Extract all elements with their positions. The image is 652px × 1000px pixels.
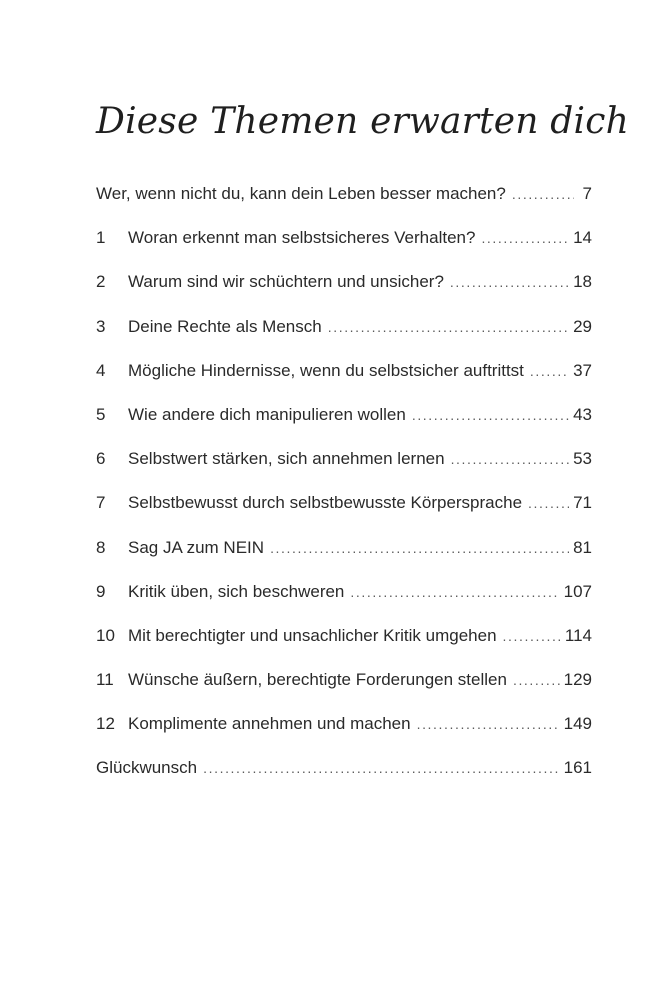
- toc-page-number: 7: [582, 184, 592, 203]
- toc-entry-title: Woran erkennt man selbstsicheres Verhalten?: [128, 228, 476, 248]
- toc-chapter-number: 2: [96, 272, 106, 292]
- toc-leader-dots: [512, 179, 574, 209]
- toc-chapter-number: 7: [96, 493, 106, 513]
- toc-page-number: 43: [573, 404, 592, 424]
- toc-leader-dots: [203, 753, 560, 783]
- toc-entry-8: [96, 533, 592, 577]
- toc-leader-dots: [530, 356, 569, 386]
- toc-page-number: 149: [563, 714, 592, 734]
- toc-entry-title: Mit berechtigter und unsachlicher Kritik umgehen: [128, 625, 497, 645]
- toc-page-number: 29: [573, 316, 592, 336]
- toc-entry-12: [96, 709, 592, 753]
- toc-entry-title: Warum sind wir schüchtern und unsicher?: [128, 272, 444, 292]
- toc-chapter-number: 1: [96, 228, 106, 248]
- toc-entry-1: [96, 223, 592, 267]
- toc-entry-6: [96, 444, 592, 488]
- toc-chapter-number: 12: [96, 714, 115, 734]
- toc-entry-title: Wünsche äußern, berechtigte Forderungen stellen: [128, 670, 507, 690]
- toc-entry-title: Wer, wenn nicht du, kann dein Leben besser machen?: [96, 184, 506, 203]
- toc-page-number: 114: [564, 625, 592, 645]
- toc-chapter-number: 5: [96, 404, 106, 424]
- toc-entry-title: Glückwunsch: [96, 758, 198, 778]
- toc-entry-3: [96, 312, 592, 356]
- toc-entry-title: Sag JA zum NEIN: [128, 537, 265, 557]
- toc-page-number: 81: [573, 537, 592, 557]
- toc-entry-5: [96, 400, 592, 444]
- toc-chapter-number: 6: [96, 449, 106, 469]
- toc-chapter-number: 8: [96, 537, 106, 557]
- toc-leader-dots: [350, 577, 559, 607]
- toc-entry-2: [96, 267, 592, 311]
- toc-leader-dots: [412, 400, 569, 430]
- toc-entry-title: Selbstwert stärken, sich annehmen lernen: [128, 449, 445, 469]
- toc-entry-outro: [96, 753, 592, 797]
- toc-entry-intro: [96, 179, 592, 223]
- toc-page-number: 14: [573, 228, 592, 248]
- toc-leader-dots: [528, 488, 569, 518]
- toc-entry-title: Wie andere dich manipulieren wollen: [128, 404, 406, 424]
- toc-entry-title: Mögliche Hindernisse, wenn du selbstsicher auftrittst: [128, 360, 524, 380]
- toc-entry-4: [96, 356, 592, 400]
- toc-leader-dots: [417, 709, 560, 739]
- toc-leader-dots: [451, 444, 570, 474]
- toc-leader-dots: [450, 267, 569, 297]
- toc-page-number: 37: [573, 360, 592, 380]
- toc-leader-dots: [328, 312, 569, 342]
- toc-entry-7: [96, 488, 592, 532]
- toc-page-number: 161: [563, 758, 592, 778]
- toc-leader-dots: [513, 665, 560, 695]
- toc-page-number: 107: [563, 581, 592, 601]
- toc-entry-title: Komplimente annehmen und machen: [128, 714, 411, 734]
- toc-chapter-number: 11: [96, 670, 114, 690]
- toc-entry-title: Kritik üben, sich beschweren: [128, 581, 345, 601]
- toc-entry-title: Selbstbewusst durch selbstbewusste Körpersprache: [128, 493, 523, 513]
- toc-page-number: 18: [573, 272, 592, 292]
- toc-page-number: 71: [573, 493, 592, 513]
- toc-page-number: 129: [563, 670, 592, 690]
- toc-leader-dots: [503, 621, 561, 651]
- toc-chapter-number: 3: [96, 316, 106, 336]
- toc-chapter-number: 10: [96, 625, 115, 645]
- toc-entry-title: Deine Rechte als Mensch: [128, 316, 322, 336]
- toc-entry-10: [96, 621, 592, 665]
- toc-page-number: 53: [573, 449, 592, 469]
- table-of-contents: [96, 179, 592, 798]
- toc-chapter-number: 9: [96, 581, 106, 601]
- page-title: Diese Themen erwarten dich: [96, 101, 629, 142]
- toc-entry-9: [96, 577, 592, 621]
- toc-leader-dots: [270, 533, 569, 563]
- toc-entry-11: [96, 665, 592, 709]
- toc-leader-dots: [481, 223, 569, 253]
- toc-chapter-number: 4: [96, 360, 106, 380]
